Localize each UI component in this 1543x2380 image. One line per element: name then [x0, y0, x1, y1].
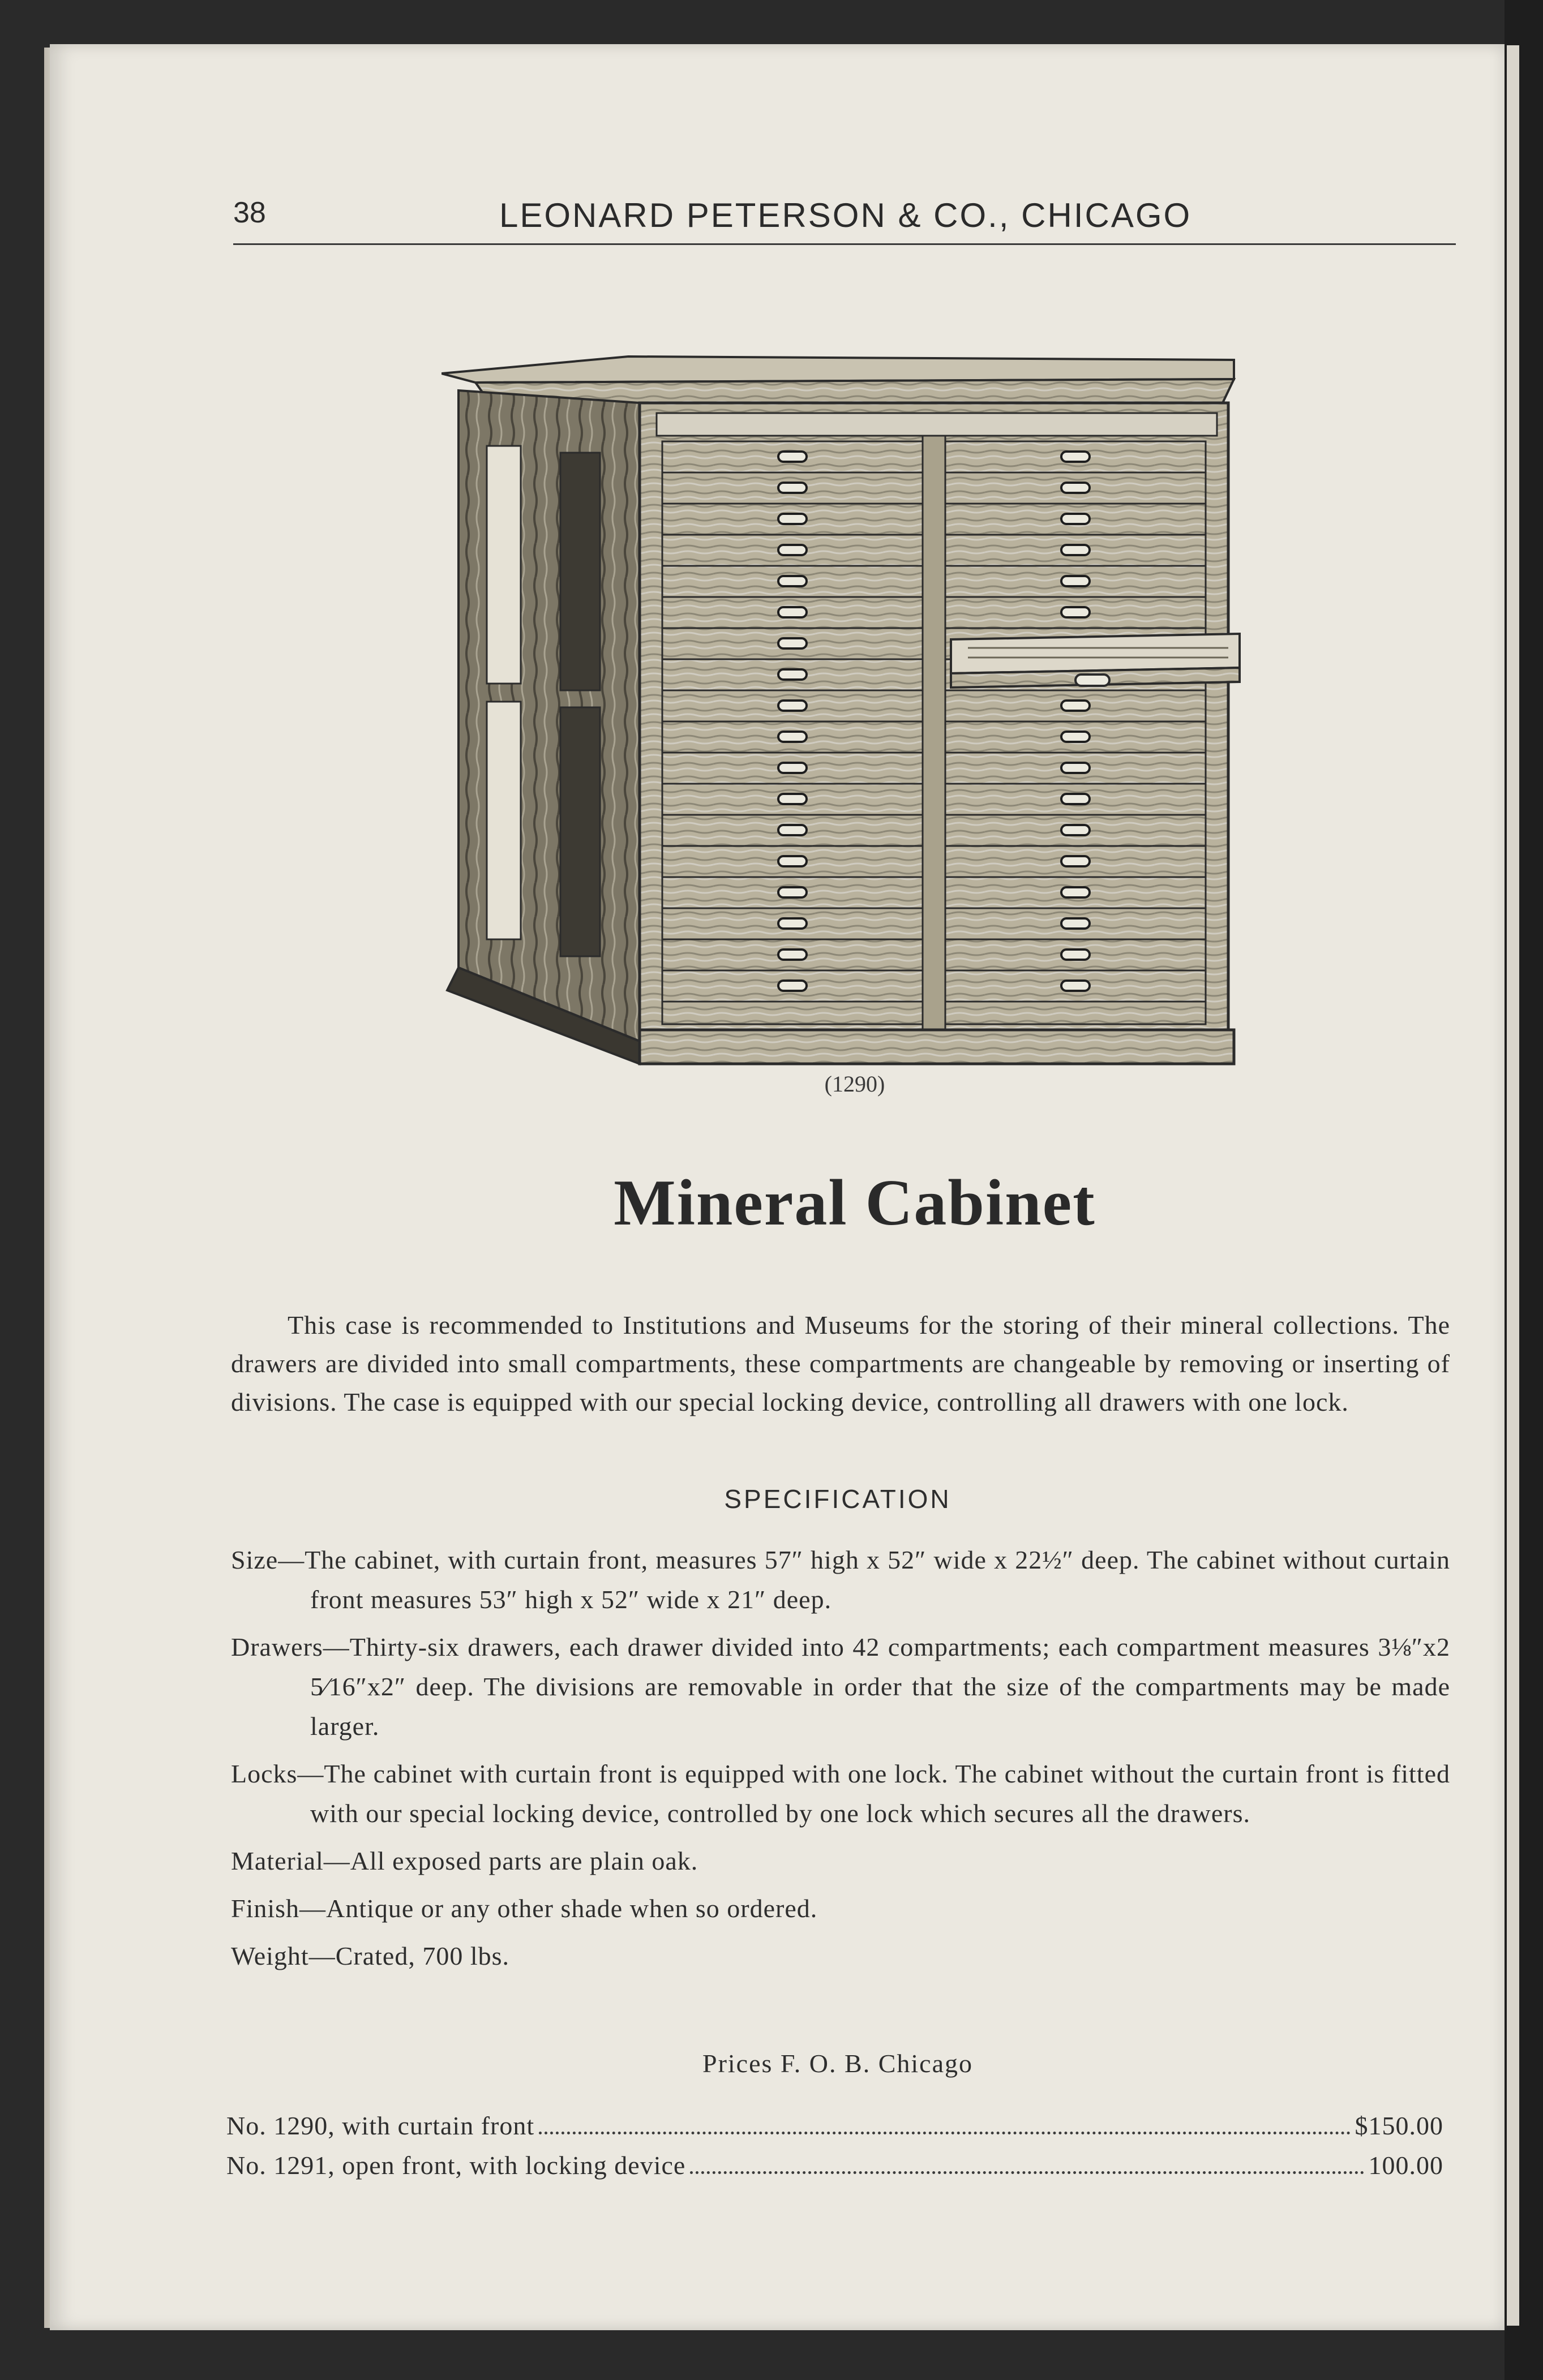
intro-paragraph: This case is recommended to Institutions and Museums for the storing of their mineral collections. The drawers are divided into small compartments, these compartments are changeable by removing or inserting of divisions. The case is equipped with our special locking device, controlling all drawers with one lock. — [231, 1311, 1450, 1416]
page-number: 38 — [233, 196, 266, 229]
dot-leader — [539, 2132, 1350, 2134]
page-header — [233, 192, 1456, 245]
spec-size: Size—The cabinet, with curtain front, measures 57″ high x 52″ wide x 22½″ deep. The cabinet without curtain front measures 53″ high x 52″ wide x 21″ deep. — [231, 1545, 1450, 1614]
dot-leader — [690, 2171, 1364, 2174]
cabinet-illustration — [442, 340, 1245, 1069]
running-head: LEONARD PETERSON & CO., CHICAGO — [499, 196, 1192, 234]
spec-drawers: Drawers—Thirty-six drawers, each drawer divided into 42 compartments; each compartment measures 3⅛″x2 5⁄16″x2″ deep. The divisions are removable in order that the size of the compartments may be made larger. — [231, 1633, 1450, 1741]
page-title: Mineral Cabinet — [614, 1167, 1096, 1239]
cabinet-side — [458, 390, 640, 1041]
figure-number: (1290) — [824, 1071, 885, 1097]
specification-heading: SPECIFICATION — [724, 1484, 951, 1514]
spec-weight: Weight—Crated, 700 lbs. — [231, 1941, 510, 1970]
spec-finish: Finish—Antique or any other shade when so ordered. — [231, 1894, 818, 1923]
price-item-label: No. 1290, with curtain front — [226, 2111, 535, 2140]
spec-locks: Locks—The cabinet with curtain front is equipped with one lock. The cabinet without the curtain front is fitted with our special locking device, controlled by one lock which secures all the drawers. — [231, 1759, 1450, 1828]
spec-material: Material—All exposed parts are plain oak. — [231, 1846, 698, 1875]
specification-list — [231, 1540, 1450, 1984]
price-value: 100.00 — [1368, 2151, 1443, 2180]
price-row — [226, 2111, 1443, 2150]
price-row — [226, 2150, 1443, 2190]
price-item-label: No. 1291, open front, with locking device — [226, 2151, 686, 2180]
prices-heading: Prices F. O. B. Chicago — [702, 2049, 973, 2078]
next-page-edge — [1507, 45, 1519, 2326]
price-value: $150.00 — [1355, 2111, 1443, 2140]
open-drawer — [951, 634, 1240, 688]
